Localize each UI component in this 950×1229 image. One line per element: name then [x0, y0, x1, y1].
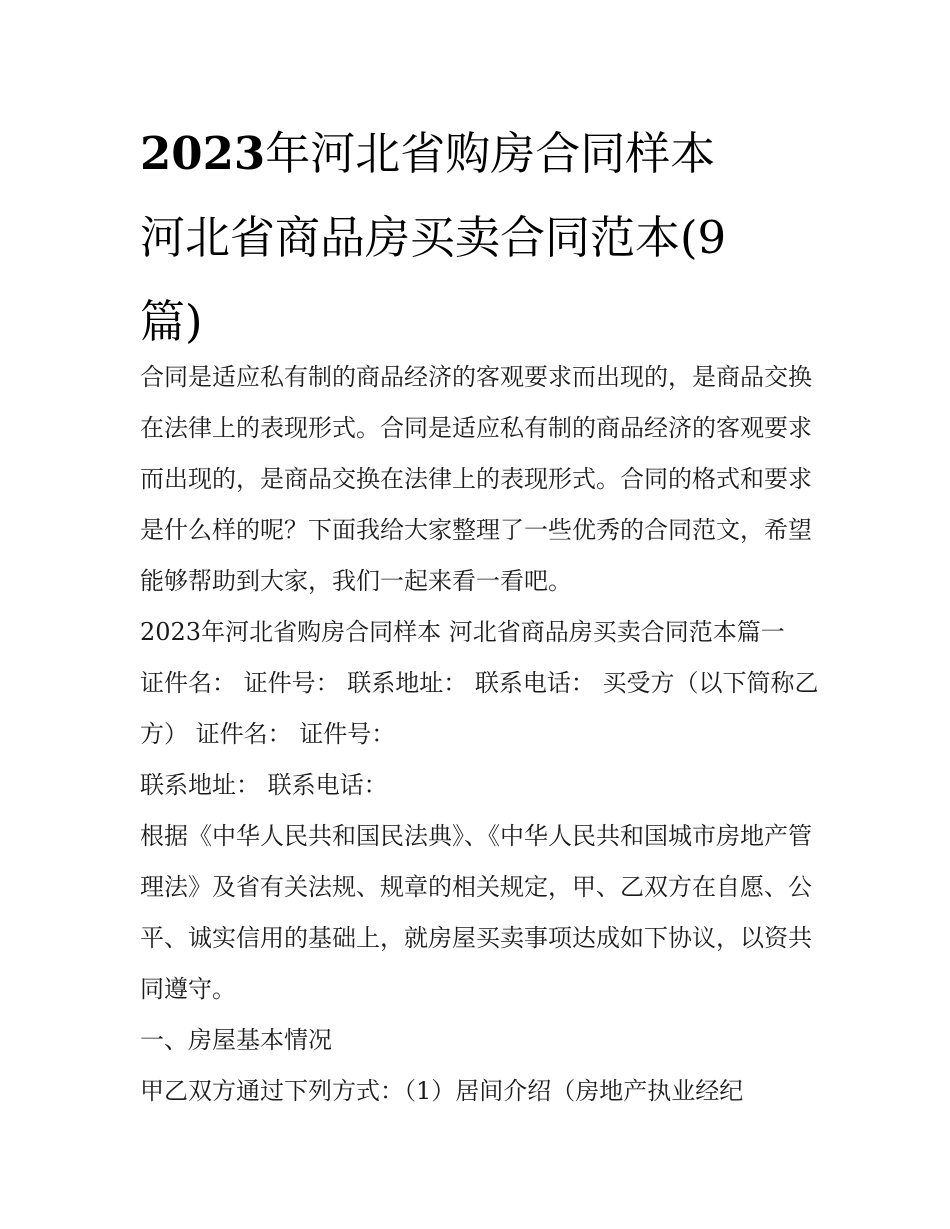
title-year: 2023 — [140, 127, 266, 180]
document-body — [140, 352, 820, 1117]
legal-basis-paragraph: 根据《中华人民共和国民法典》、《中华人民共和国城市房地产管理法》及省有关法规、规章的相关规定，甲、乙双方在自愿、公平、诚实信用的基础上，就房屋买卖事项达成如下协议，以资共同遵守。 — [140, 822, 812, 1003]
document-title — [140, 112, 820, 364]
title-line-2: 河北省商品房买卖合同范本(9 — [140, 211, 727, 264]
intro-paragraph: 合同是适应私有制的商品经济的客观要求而出现的，是商品交换在法律上的表现形式。合同是适应私有制的商品经济的客观要求而出现的，是商品交换在法律上的表现形式。合同的格式和要求是什么样的呢？下面我给大家整理了一些优秀的合同范文，希望能够帮助到大家，我们一起来看一看吧。 — [140, 363, 812, 595]
section-heading-1: 2023年河北省购房合同样本 河北省商品房买卖合同范本篇一 — [140, 618, 785, 646]
title-line-3: 篇) — [140, 295, 203, 348]
title-line-1: 2023年河北省购房合同样本 — [140, 127, 716, 180]
method-paragraph: 甲乙双方通过下列方式：（1）居间介绍（房地产执业经纪 — [140, 1077, 744, 1105]
seller-info-paragraph: 证件名： 证件号： 联系地址： 联系电话： 买受方（以下简称乙方） 证件名： 证件号： — [140, 669, 819, 748]
contact-paragraph: 联系地址： 联系电话： — [140, 771, 388, 799]
section-title-property: 一、房屋基本情况 — [140, 1026, 332, 1054]
